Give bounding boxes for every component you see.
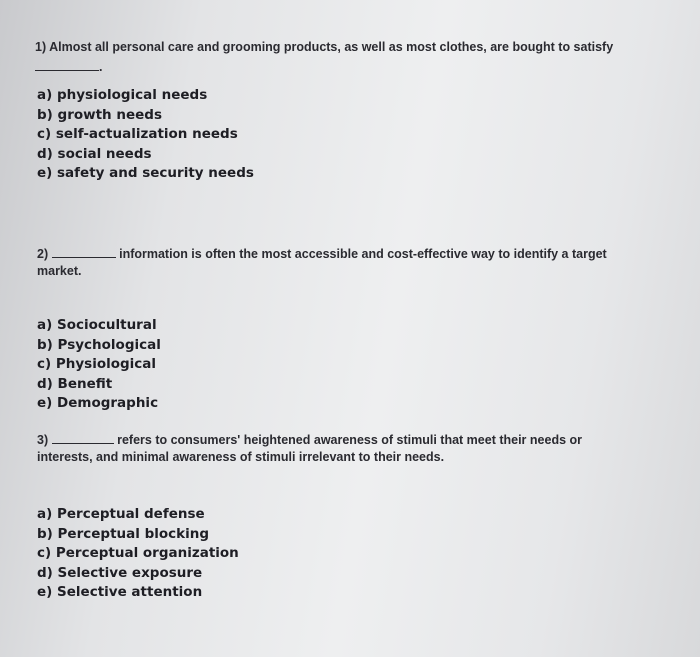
question-3-text: refers to consumers' heightened awareness of stimuli that meet their needs or <box>117 433 582 447</box>
question-1-text: Almost all personal care and grooming products, as well as most clothes, are bought to satisfy <box>49 40 614 54</box>
question-1-option-b[interactable]: b) growth needs <box>37 106 162 123</box>
question-1-option-d[interactable]: d) social needs <box>37 145 152 162</box>
question-2-option-b[interactable]: b) Psychological <box>37 336 161 353</box>
question-2-options <box>37 316 161 414</box>
question-3-option-b[interactable]: b) Perceptual blocking <box>37 525 210 542</box>
question-2-text-continued: market. <box>37 264 82 278</box>
question-2-text: information is often the most accessible and cost-effective way to identify a target <box>119 247 607 261</box>
question-3-option-e[interactable]: e) Selective attention <box>37 584 203 600</box>
question-3-option-c[interactable]: c) Perceptual organization <box>37 545 239 561</box>
question-1-answer-blank <box>35 60 99 71</box>
question-3-answer-blank <box>52 433 114 444</box>
question-2-prompt <box>37 246 677 280</box>
question-2-option-e[interactable]: e) Demographic <box>37 395 159 411</box>
question-1-period: . <box>99 60 103 74</box>
question-2-option-a[interactable]: a) Sociocultural <box>37 317 157 333</box>
question-2-option-d[interactable]: d) Benefit <box>37 375 113 392</box>
question-1-prompt <box>35 39 675 76</box>
question-3-text-continued: interests, and minimal awareness of stimuli irrelevant to their needs. <box>37 450 445 464</box>
question-3-number: 3) <box>37 433 49 447</box>
question-2-answer-blank <box>52 247 116 258</box>
question-2-number: 2) <box>37 247 49 261</box>
question-1-number: 1) <box>35 40 47 54</box>
question-1-option-e[interactable]: e) safety and security needs <box>37 165 254 181</box>
question-2-option-c[interactable]: c) Physiological <box>37 356 157 372</box>
question-3-option-a[interactable]: a) Perceptual defense <box>37 506 205 522</box>
question-1-options <box>37 86 254 184</box>
question-3-prompt <box>37 432 677 466</box>
question-1-option-c[interactable]: c) self-actualization needs <box>37 126 238 142</box>
question-3-options <box>37 505 239 603</box>
question-1-option-a[interactable]: a) physiological needs <box>37 87 208 103</box>
question-3-option-d[interactable]: d) Selective exposure <box>37 564 203 581</box>
